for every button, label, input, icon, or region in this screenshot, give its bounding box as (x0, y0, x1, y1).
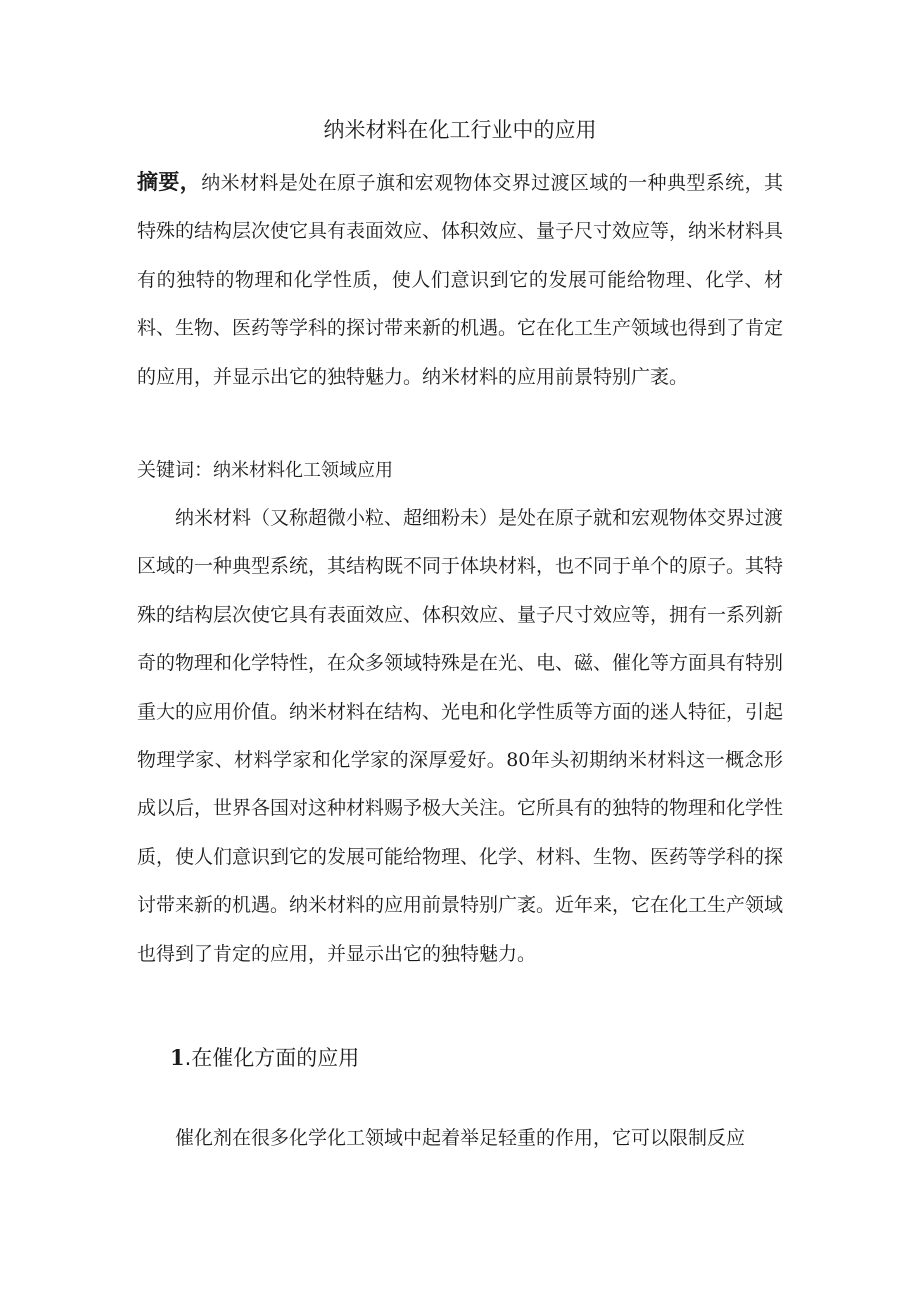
section-paragraph: 催化剂在很多化学化工领域中起着举足轻重的作用，它可以限制反应 (175, 1127, 746, 1149)
abstract-label: 摘要， (137, 170, 202, 194)
keywords-label: 关键词： (137, 459, 214, 481)
keywords-value: 纳米材料化工领域应用 (213, 460, 394, 481)
section-title: .在催化方面的应用 (184, 1046, 360, 1070)
section-number: 1 (170, 1045, 185, 1070)
keywords-line (137, 446, 783, 495)
document-title: 纳米材料在化工行业中的应用 (323, 118, 597, 142)
intro-paragraph: 纳米材料（又称超微小粒、超细粉未）是处在原子就和宏观物体交界过渡区域的一种典型系统，其结构既不同于体块材料，也不同于单个的原子。其特殊的结构层次使它具有表面效应、体积效应、量子尺寸效应等，拥有一系列新奇的物理和化学特性，在众多领域特殊是在光、电、磁、催化等方面具有特别重大的应用价值。纳米材料在结构、光电和化学性质等方面的迷人特征，引起物理学家、材料学家和化学家的深厚爱好。80年头初期纳米材料这一概念形成以后，世界各国对这种材料赐予极大关注。它所具有的独特的物理和化学性质，使人们意识到它的发展可能给物理、化学、材料、生物、医药等学科的探讨带来新的机遇。纳米材料的应用前景特别广袤。近年来，它在化工生产领域也得到了肯定的应用，并显示出它的独特魅力。 (137, 507, 784, 965)
section-heading (170, 1040, 359, 1076)
abstract-text: 纳米材料是处在原子旗和宏观物体交界过渡区域的一种典型系统，其特殊的结构层次使它具有表面效应、体积效应、量子尺寸效应等，纳米材料具有的独特的物理和化学性质，使人们意识到它的发展可能给物理、化学、材料、生物、医药等学科的探讨带来新的机遇。它在化工生产领域也得到了肯定的应用，并显示出它的独特魅力。纳米材料的应用前景特别广袤。 (137, 172, 784, 388)
abstract-paragraph (137, 158, 783, 401)
